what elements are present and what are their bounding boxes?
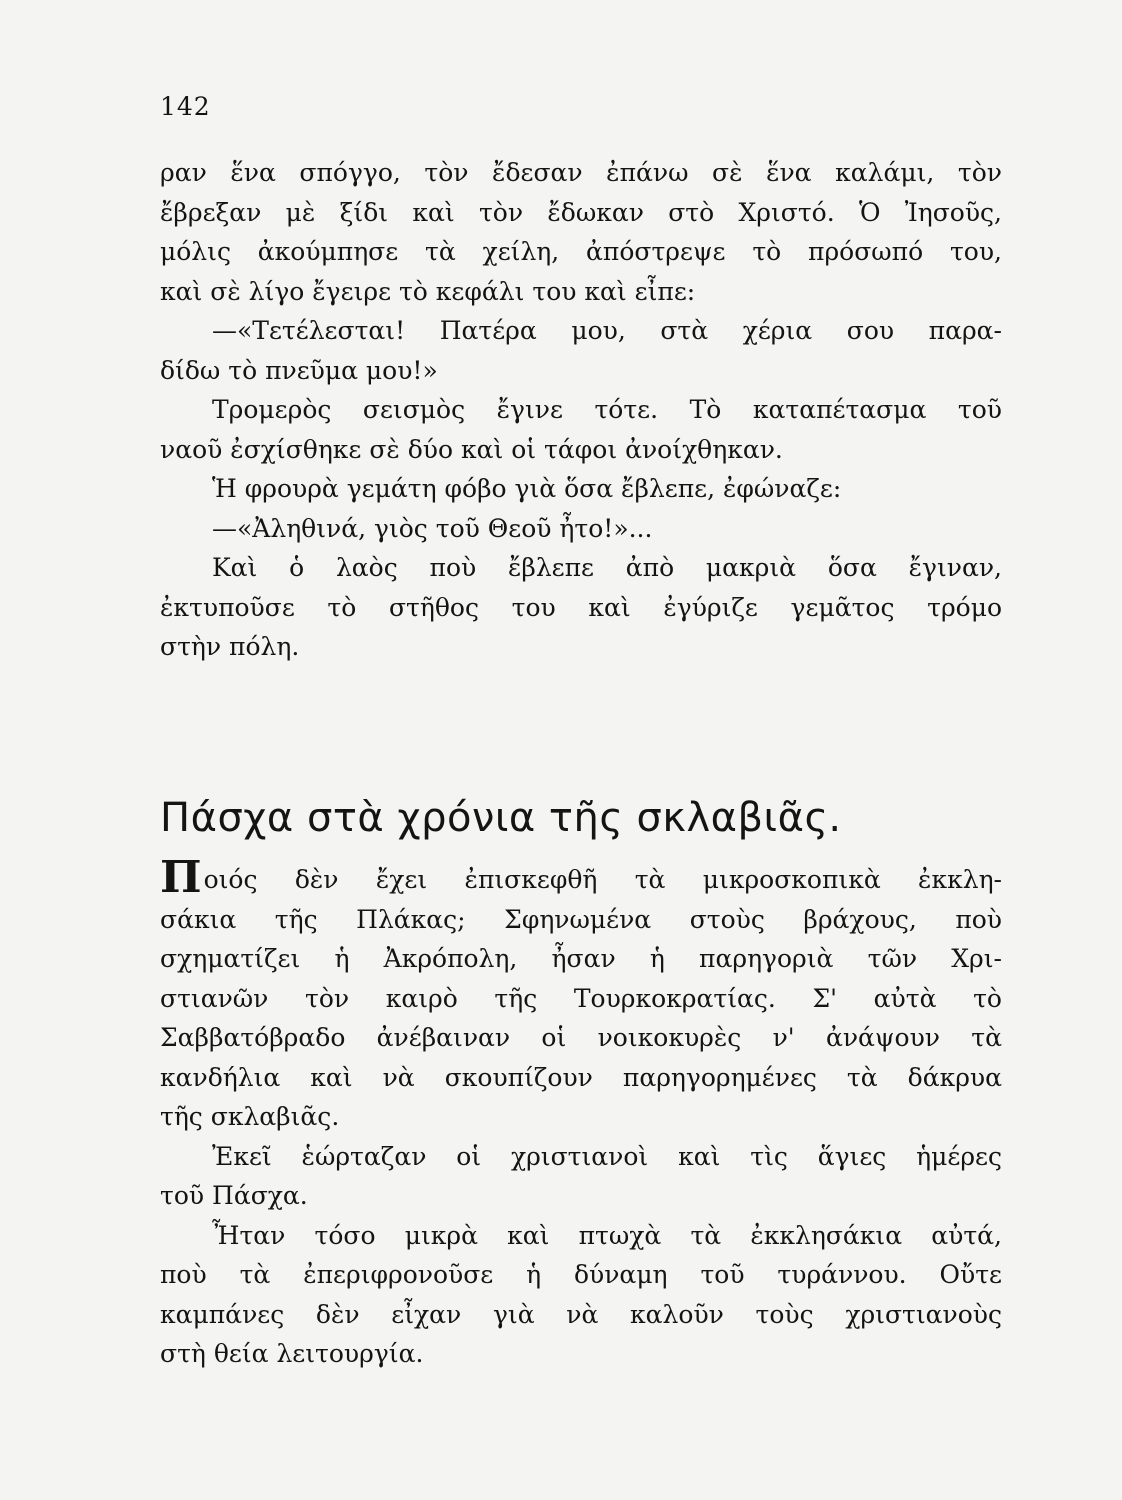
text-line: —«Ἀληθινά, γιὸς τοῦ Θεοῦ ἦτο!»... [212,513,653,543]
text-line: τοῦ Πάσχα. [160,1181,308,1210]
easter-slavery-text [160,852,1002,1374]
text-line: δίδω τὸ πνεῦμα μου!» [160,355,438,385]
section-title: Πάσχα στὰ χρόνια τῆς σκλαβιᾶς. [160,795,842,842]
text-line: ναοῦ ἐσχίσθηκε σὲ δύο καὶ οἱ τάφοι ἀνοίχθηκαν. [160,434,783,464]
text-line: ποὺ τὰ ἐπεριφρονοῦσε ἡ δύναμη τοῦ τυράννου. Οὔτε [160,1260,1002,1289]
text-line: στὴν πόλη. [160,632,300,661]
text-line: καὶ σὲ λίγο ἔγειρε τὸ κεφάλι του καὶ εἶπε: [160,276,696,306]
text-line: Τρομερὸς σεισμὸς ἔγινε τότε. Τὸ καταπέτασμα τοῦ [212,395,1002,424]
passion-narrative-text [160,153,1002,667]
text-line: ραν ἕνα σπόγγο, τὸν ἔδεσαν ἐπάνω σὲ ἕνα καλάμι, τὸν [160,158,1002,187]
text-line-first [160,852,1002,903]
text-line: σάκια τῆς Πλάκας; Σφηνωμένα στοὺς βράχους, ποὺ [160,904,1002,934]
text-line: στὴ θεία λειτουργία. [160,1339,424,1368]
text-line: Ἦταν τόσο μικρὰ καὶ πτωχὰ τὰ ἐκκλησάκια αὐτά, [212,1220,1002,1250]
text-line: τῆς σκλαβιᾶς. [160,1102,340,1131]
text-line: —«Τετέλεσται! Πατέρα μου, στὰ χέρια σου παρα- [212,316,1002,345]
text-line: καμπάνες δὲν εἶχαν γιὰ νὰ καλοῦν τοὺς χριστιανοὺς [160,1299,1002,1329]
text-line: Σαββατόβραδο ἀνέβαιναν οἱ νοικοκυρὲς ν' ἀνάψουν τὰ [160,1023,1002,1052]
text-line: Καὶ ὁ λαὸς ποὺ ἔβλεπε ἀπὸ μακριὰ ὅσα ἔγιναν, [212,553,1002,582]
text-line: στιανῶν τὸν καιρὸ τῆς Τουρκοκρατίας. Σ' αὐτὰ τὸ [160,983,1002,1013]
drop-cap: Π [160,852,202,903]
text-line: ἐκτυποῦσε τὸ στῆθος του καὶ ἐγύριζε γεμᾶτος τρόμο [160,592,1002,622]
text-line: μόλις ἀκούμπησε τὰ χείλη, ἀπόστρεψε τὸ πρόσωπό του, [160,237,1002,266]
text-line: σχηματίζει ἡ Ἀκρόπολη, ἦσαν ἡ παρηγοριὰ τῶν Χρι- [160,944,1002,973]
text-line: Ἐκεῖ ἑώρταζαν οἱ χριστιανοὶ καὶ τὶς ἅγιες ἡμέρες [212,1141,1002,1171]
page-number: 142 [160,92,211,121]
text-line: ἔβρεξαν μὲ ξίδι καὶ τὸν ἔδωκαν στὸ Χριστό. Ὁ Ἰησοῦς, [160,197,1002,227]
first-line-text: οιός δὲν ἔχει ἐπισκεφθῆ τὰ μικροσκοπικὰ ἐκκλη- [203,865,1002,894]
text-line: Ἡ φρουρὰ γεμάτη φόβο γιὰ ὅσα ἔβλεπε, ἐφώναζε: [212,474,842,503]
text-line: κανδήλια καὶ νὰ σκουπίζουν παρηγορημένες τὰ δάκρυα [160,1062,1002,1092]
